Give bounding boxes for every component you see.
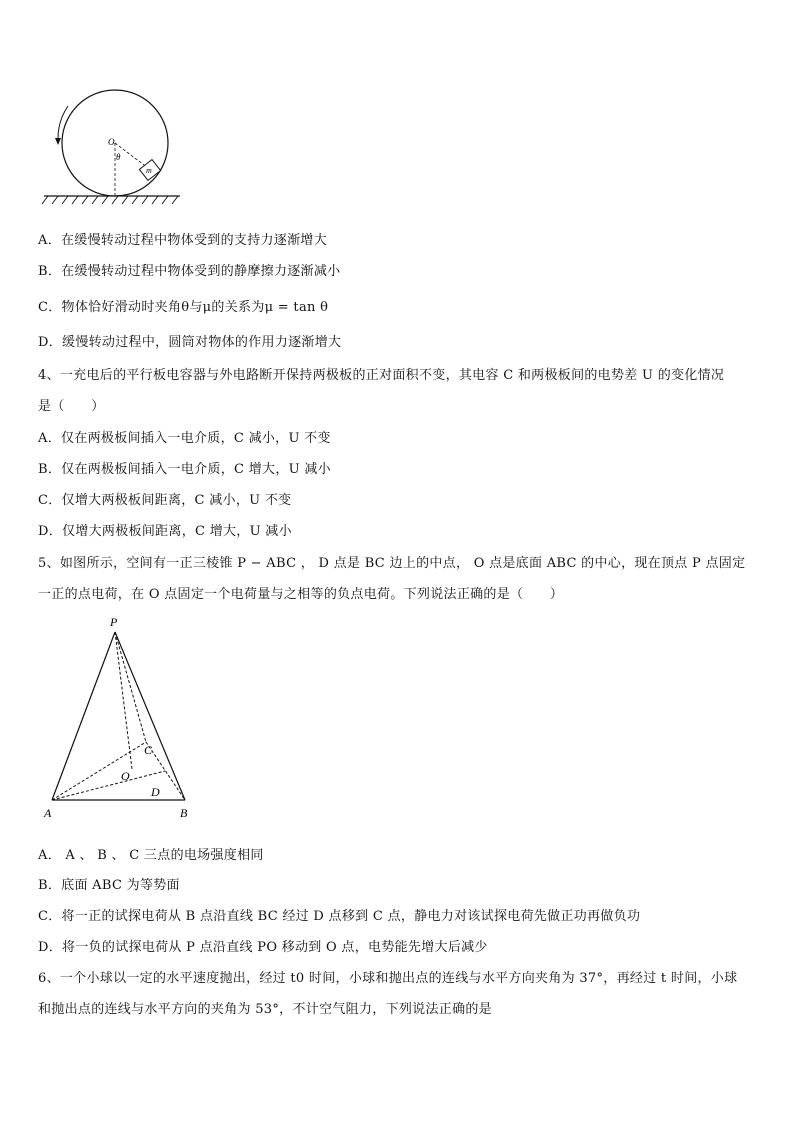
label-p: P bbox=[110, 615, 118, 629]
cylinder-figure bbox=[40, 88, 190, 208]
q6-stem-line1: 6、一个小球以一定的水平速度抛出，经过 t0 时间，小球和抛出点的连线与水平方向夹角为 37°，再经过 t 时间，小球 bbox=[38, 971, 738, 986]
edge-ad bbox=[52, 771, 165, 800]
edge-pc bbox=[115, 632, 146, 742]
pyramid-figure bbox=[40, 612, 200, 824]
q5-option-c: C．将一正的试探电荷从 B 点沿直线 BC 经过 D 点移到 C 点，静电力对该试探电荷先做正功再做负功 bbox=[38, 909, 641, 924]
q3-option-a: A．在缓慢转动过程中物体受到的支持力逐渐增大 bbox=[38, 233, 327, 248]
q3-option-b: B．在缓慢转动过程中物体受到的静摩擦力逐渐减小 bbox=[38, 264, 341, 279]
label-b: B bbox=[180, 806, 188, 820]
label-d: D bbox=[151, 785, 160, 799]
label-c: C bbox=[144, 743, 153, 757]
label-o: O bbox=[108, 137, 115, 147]
label-theta: θ bbox=[116, 152, 121, 162]
edge-ac bbox=[52, 742, 146, 800]
q4-stem-line2: 是（ ） bbox=[38, 399, 105, 414]
q5-option-d: D．将一负的试探电荷从 P 点沿直线 PO 移动到 O 点，电势能先增大后减少 bbox=[38, 940, 488, 955]
label-o-pyramid: O bbox=[121, 769, 130, 783]
q5-stem-line2: 一正的点电荷，在 O 点固定一个电荷量与之相等的负点电荷。下列说法正确的是（ ） bbox=[38, 587, 564, 602]
q3-option-c: C．物体恰好滑动时夹角θ与μ的关系为μ = tan θ bbox=[38, 300, 329, 315]
ground-hatch bbox=[42, 196, 178, 204]
q5-stem-line1: 5、如图所示，空间有一正三棱锥 P − ABC ， D 点是 BC 边上的中点， O 点是底面 ABC 的中心，现在顶点 P 点固定 bbox=[38, 556, 746, 571]
q3-option-d: D．缓慢转动过程中，圆筒对物体的作用力逐渐增大 bbox=[38, 335, 342, 350]
q6-stem-line2: 和抛出点的连线与水平方向的夹角为 53°，不计空气阻力，下列说法正确的是 bbox=[38, 1002, 492, 1017]
q4-option-b: B．仅在两极板间插入一电介质，C 增大，U 减小 bbox=[38, 462, 331, 477]
q4-option-d: D．仅增大两极板间距离，C 增大，U 减小 bbox=[38, 524, 292, 539]
q4-stem-line1: 4、一充电后的平行板电容器与外电路断开保持两极板的正对面积不变，其电容 C 和两极板间的电势差 U 的变化情况 bbox=[38, 368, 725, 383]
q4-option-a: A．仅在两极板间插入一电介质，C 减小，U 不变 bbox=[38, 431, 331, 446]
q5-option-b: B．底面 ABC 为等势面 bbox=[38, 878, 180, 893]
q4-option-c: C．仅增大两极板间距离，C 减小，U 不变 bbox=[38, 493, 292, 508]
rotation-arrowhead bbox=[55, 138, 61, 145]
label-m: m bbox=[146, 166, 152, 175]
label-a: A bbox=[44, 806, 52, 820]
q5-option-a: A． A 、 B 、 C 三点的电场强度相同 bbox=[38, 848, 264, 863]
edge-pa bbox=[52, 632, 115, 800]
